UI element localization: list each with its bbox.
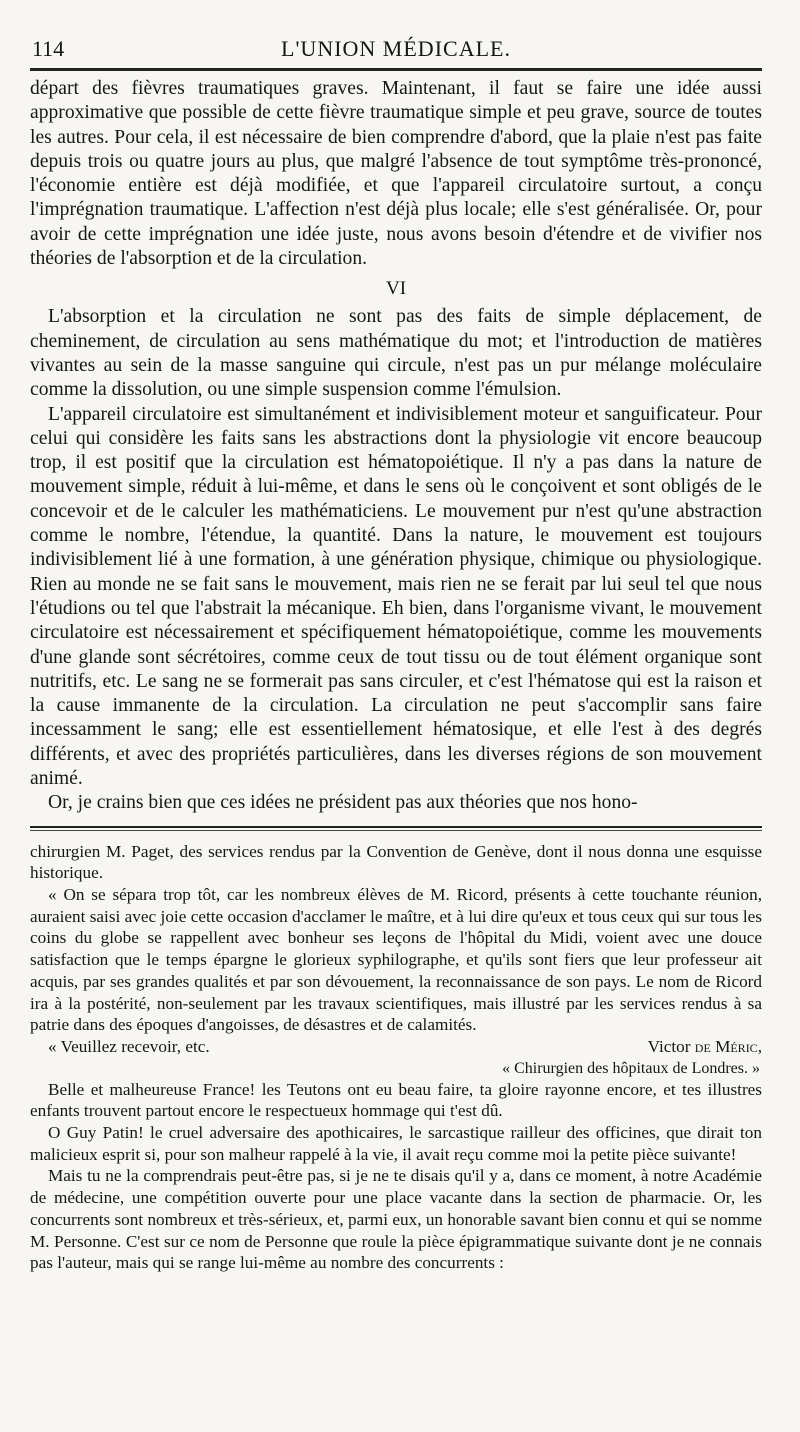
main-text (30, 77, 762, 816)
signature-last-name: de Méric, (694, 1036, 762, 1056)
header-rule (30, 68, 762, 71)
note-paragraph: chirurgien M. Paget, des services rendus par la Convention de Genève, dont il nous donna une esquisse historique. (30, 841, 762, 883)
paragraph: L'absorption et la circulation ne sont pas des faits de simple déplacement, de cheminement, de circulation au sens mathématique du mot; et l'introduction de matières vivantes au sein de la masse sanguine qui circule, n'est pas un pur mélange moléculaire comme la dissolution, ou une simple suspension comme l'émulsion. (30, 306, 762, 401)
closing-formula: « Veuillez recevoir, etc. (48, 1036, 210, 1056)
note-paragraph: Belle et malheureuse France! les Teutons ont eu beau faire, ta gloire rayonne encore, et tes illustres enfants trouvent partout encore le respectueux hommage qui t'est dû. (30, 1079, 762, 1121)
signature (648, 1036, 762, 1058)
signature-first-name: Victor (647, 1036, 691, 1056)
paragraph: départ des fièvres traumatiques graves. Maintenant, il faut se faire une idée aussi approximative que possible de cette fièvre traumatique simple et peu grave, source de toutes les autres. Pour cela, il est nécessaire de bien comprendre d'abord, que la plaie n'est pas faite depuis trois ou quatre jours au plus, que malgré l'absence de tout symptôme très-prononcé, l'économie entière est déjà modifiée, et que l'appareil circulatoire surtout, a conçu l'imprégnation traumatique. L'affection n'est déjà plus locale; elle s'est généralisée. Or, pour avoir de cette imprégnation une idée juste, nous avons besoin d'étendre et de vivifier nos théories de l'absorption et de la circulation. (30, 78, 762, 270)
section-heading: VI (385, 278, 407, 300)
feuilleton (30, 841, 762, 1274)
signature-line (30, 1036, 762, 1058)
paragraph: L'appareil circulatoire est simultanément et indivisiblement moteur et sanguificateur. Pour celui qui considère les faits sans les abstractions dont la physiologie vit encore beaucoup trop, il est positif que la circulation est hématopoiétique. Il n'y a pas dans la nature de mouvement simple, réduit à lui-même, et dans le sens où le conçoivent et sont obligés de le concevoir et de le calculer les mathématiciens. Le mouvement pur n'est qu'une abstraction comme le nombre, l'étendue, la quantité. Dans la nature, le mouvement est toujours indivisiblement lié à une formation, à une génération physique, chimique ou physiologique. Rien au monde ne se fait sans le mouvement, mais rien ne se ferait par lui seul tel que nous l'étudions ou tel que l'abstrait la mécanique. Eh bien, dans l'organisme vivant, le mouvement circulatoire est nécessairement et spécifiquement hématopoiétique, comme les mouvements d'une glande sont sécrétoires, comme ceux de tout tissu ou de tout élément organique sont nutritifs, etc. Le sang ne se formerait pas sans circuler, et c'est l'hématose qui est la raison et la cause immanente de la circulation. La circulation ne peut s'accomplir sans faire incessamment le sang; elle est essentiellement hématosique, et elle l'est à des degrés différents, et avec des propriétés particulières, dans les diverses régions de son mouvement animé. (30, 403, 762, 790)
note-paragraph: « On se sépara trop tôt, car les nombreux élèves de M. Ricord, présents à cette touchante réunion, auraient saisi avec joie cette occasion d'acclamer le maître, et à lui dire qu'eux et tous ceux qui sur tous les coins du globe se rappellent avec bonheur ses leçons de l'hôpital du Midi, voient avec une douce satisfaction que le temps épargne le glorieux syphilographe, et qu'ils sont fiers que leur professeur ait acquis, par ses grandes qualités et par son dévouement, la reconnaissance de son pays. Le nom de Ricord ira à la postérité, non-seulement par les travaux scientifiques, mais illustré par les services rendus à sa patrie dans des époques d'angoisses, de désastres et de calamités. (30, 885, 762, 1035)
note-paragraph: O Guy Patin! le cruel adversaire des apothicaires, le sarcastique railleur des officines, que dirait ton malicieux esprit si, pour son malheur rappelé à la vie, il avait reçu comme moi la petite pièce suivante! (30, 1123, 762, 1164)
signature-affiliation: « Chirurgien des hôpitaux de Londres. » (502, 1059, 760, 1077)
paragraph: Or, je crains bien que ces idées ne président pas aux théories que nos hono- (48, 792, 638, 814)
footnote-separator-thin (30, 830, 762, 831)
page-header (30, 28, 762, 68)
running-title: L'UNION MÉDICALE. (281, 36, 511, 61)
note-paragraph: Mais tu ne la comprendrais peut-être pas, si je ne te disais qu'il y a, dans ce moment, à notre Académie de médecine, une compétition ouverte pour une place vacante dans la section de pharmacie. Or, les concurrents sont nombreux et très-sérieux, et, parmi eux, un honorable savant bien connu et qui se nomme M. Personne. C'est sur ce nom de Personne que roule la pièce épigrammatique suivante dont je ne connais pas l'auteur, mais qui se range lui-même au nombre des concurrents : (30, 1166, 762, 1273)
page-number: 114 (32, 36, 65, 61)
footnote-separator (30, 826, 762, 828)
